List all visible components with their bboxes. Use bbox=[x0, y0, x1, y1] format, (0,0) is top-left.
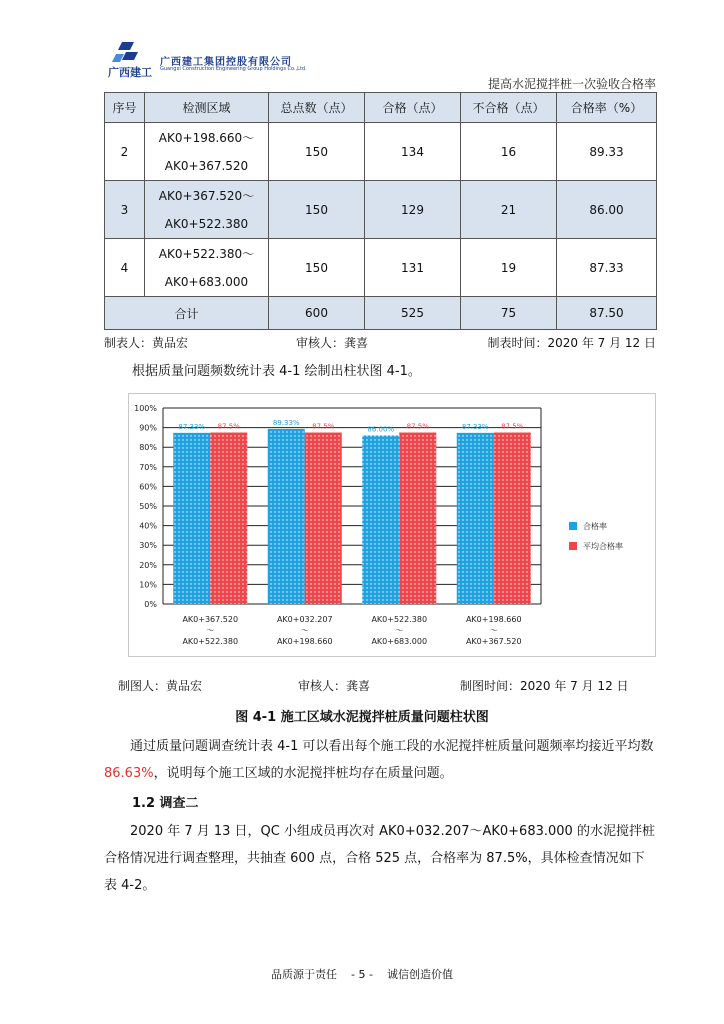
chart-maker: 制图人：黄品宏 bbox=[118, 679, 203, 693]
range-start: AK0+522.380～ bbox=[158, 246, 255, 261]
row-number: 3 bbox=[105, 181, 145, 239]
table-header-cell: 总点数（点） bbox=[269, 93, 365, 123]
row-fail: 16 bbox=[461, 123, 557, 181]
bar-average-rate bbox=[494, 433, 531, 605]
x-tick-label: ～ bbox=[206, 626, 215, 635]
row-pass: 131 bbox=[365, 239, 461, 297]
bar-chart bbox=[129, 394, 655, 656]
bar-average-rate bbox=[305, 433, 342, 605]
row-range bbox=[145, 239, 269, 297]
x-tick-label: AK0+522.380 bbox=[371, 615, 428, 624]
range-end: AK0+522.380 bbox=[164, 216, 249, 231]
row-total: 150 bbox=[269, 239, 365, 297]
row-total: 150 bbox=[269, 181, 365, 239]
table-maker: 制表人：黄品宏 bbox=[104, 336, 189, 350]
analysis-paragraph bbox=[104, 733, 656, 787]
x-tick-label: ～ bbox=[300, 626, 309, 635]
table-date: 制表时间：2020 年 7 月 12 日 bbox=[487, 336, 656, 350]
total-total: 600 bbox=[269, 297, 365, 330]
total-fail: 75 bbox=[461, 297, 557, 330]
y-tick-label: 50% bbox=[139, 502, 157, 511]
bar-data-label: 87.5% bbox=[501, 422, 524, 431]
chart-frame bbox=[128, 393, 656, 657]
y-tick-label: 90% bbox=[139, 423, 157, 433]
table-row bbox=[105, 181, 657, 239]
y-tick-label: 30% bbox=[139, 541, 157, 551]
row-range bbox=[145, 181, 269, 239]
bar-average-rate bbox=[399, 433, 436, 605]
y-tick-label: 100% bbox=[134, 404, 157, 413]
table-header-cell: 不合格（点） bbox=[461, 93, 557, 123]
page-footer: 品质源于责任 - 5 - 诚信创造价值 bbox=[271, 968, 453, 981]
table-header-cell: 序号 bbox=[105, 93, 145, 123]
x-tick-label: AK0+367.520 bbox=[182, 615, 239, 624]
analysis-text: 通过质量问题调查统计表 4-1 可以看出每个施工段的水泥搅拌桩质量问题频率均接近平均数 bbox=[130, 739, 654, 754]
bar-data-label: 87.5% bbox=[312, 422, 335, 431]
company-name-cn: 广西建工集团控股有限公司 bbox=[160, 57, 292, 68]
y-tick-label: 60% bbox=[139, 482, 157, 492]
table-header-row bbox=[105, 93, 657, 123]
range-end: AK0+367.520 bbox=[164, 158, 249, 173]
range-start: AK0+367.520～ bbox=[158, 188, 255, 203]
legend-label: 平均合格率 bbox=[583, 542, 623, 551]
legend-label: 合格率 bbox=[583, 522, 607, 531]
row-range bbox=[145, 123, 269, 181]
x-tick-label: AK0+198.660 bbox=[465, 615, 522, 624]
row-total: 150 bbox=[269, 123, 365, 181]
bar-pass-rate bbox=[457, 433, 494, 604]
survey-paragraph: 2020 年 7 月 13 日，QC 小组成员再次对 AK0+032.207～AK0+683.000 的水泥搅拌桩合格情况进行调查整理，共抽查 600 点，合格 525 点，合格率为 87.5%，具体检查情况如下表 4-2。 bbox=[104, 824, 655, 893]
range-start: AK0+198.660～ bbox=[158, 130, 255, 145]
y-tick-label: 40% bbox=[139, 521, 157, 531]
bar-data-label: 89.33% bbox=[272, 418, 300, 427]
quality-table bbox=[104, 92, 657, 330]
row-number: 4 bbox=[105, 239, 145, 297]
bar-average-rate bbox=[210, 433, 247, 605]
analysis-text-end: ，说明每个施工区域的水泥搅拌桩均存在质量问题。 bbox=[153, 766, 453, 781]
total-pass: 525 bbox=[365, 297, 461, 330]
table-row bbox=[105, 239, 657, 297]
row-rate: 86.00 bbox=[557, 181, 657, 239]
logo-text: 广西建工 bbox=[108, 66, 152, 79]
chart-reviewer: 审核人：龚喜 bbox=[298, 679, 371, 693]
figure-caption: 图 4-1 施工区域水泥搅拌桩质量问题柱状图 bbox=[235, 710, 489, 725]
row-pass: 134 bbox=[365, 123, 461, 181]
row-fail: 19 bbox=[461, 239, 557, 297]
x-tick-label: AK0+198.660 bbox=[276, 637, 333, 646]
table-total-row bbox=[105, 297, 657, 330]
bar-pass-rate bbox=[362, 435, 399, 604]
row-fail: 21 bbox=[461, 181, 557, 239]
table-row bbox=[105, 123, 657, 181]
x-tick-label: AK0+032.207 bbox=[276, 615, 333, 624]
legend-swatch bbox=[569, 522, 577, 530]
bar-data-label: 87.5% bbox=[406, 422, 429, 431]
x-tick-label: AK0+522.380 bbox=[182, 637, 239, 646]
y-tick-label: 0% bbox=[144, 600, 157, 609]
y-tick-label: 70% bbox=[139, 462, 157, 472]
document-title: 提高水泥搅拌桩一次验收合格率 bbox=[487, 77, 656, 91]
row-rate: 89.33 bbox=[557, 123, 657, 181]
table-header-cell: 检测区域 bbox=[145, 93, 269, 123]
intro-paragraph: 根据质量问题频数统计表 4-1 绘制出柱状图 4-1。 bbox=[132, 364, 421, 379]
y-tick-label: 10% bbox=[139, 580, 157, 590]
table-reviewer: 审核人：龚喜 bbox=[296, 336, 369, 350]
total-rate: 87.50 bbox=[557, 297, 657, 330]
table-header-cell: 合格（点） bbox=[365, 93, 461, 123]
average-highlight: 86.63% bbox=[104, 766, 154, 781]
y-tick-label: 80% bbox=[139, 443, 157, 453]
x-tick-label: AK0+683.000 bbox=[371, 637, 428, 646]
y-tick-label: 20% bbox=[139, 560, 157, 570]
bar-data-label: 86.00% bbox=[367, 425, 395, 434]
row-pass: 129 bbox=[365, 181, 461, 239]
bar-pass-rate bbox=[268, 429, 305, 604]
company-name-en: Guangxi Construction Engineering Group Holdings Co.,Ltd. bbox=[160, 66, 307, 72]
bar-data-label: 87.5% bbox=[217, 422, 240, 431]
row-number: 2 bbox=[105, 123, 145, 181]
chart-date: 制图时间：2020 年 7 月 12 日 bbox=[460, 679, 629, 693]
row-rate: 87.33 bbox=[557, 239, 657, 297]
total-label: 合计 bbox=[105, 297, 269, 330]
range-end: AK0+683.000 bbox=[164, 274, 249, 289]
bar-pass-rate bbox=[173, 433, 210, 604]
bar-data-label: 87.33% bbox=[461, 422, 489, 431]
bar-data-label: 87.33% bbox=[178, 422, 206, 431]
x-tick-label: ～ bbox=[489, 626, 498, 635]
x-tick-label: AK0+367.520 bbox=[465, 637, 522, 646]
table-header-cell: 合格率（%） bbox=[557, 93, 657, 123]
section-heading: 1.2 调查二 bbox=[132, 796, 199, 811]
x-tick-label: ～ bbox=[395, 626, 404, 635]
legend-swatch bbox=[569, 542, 577, 550]
